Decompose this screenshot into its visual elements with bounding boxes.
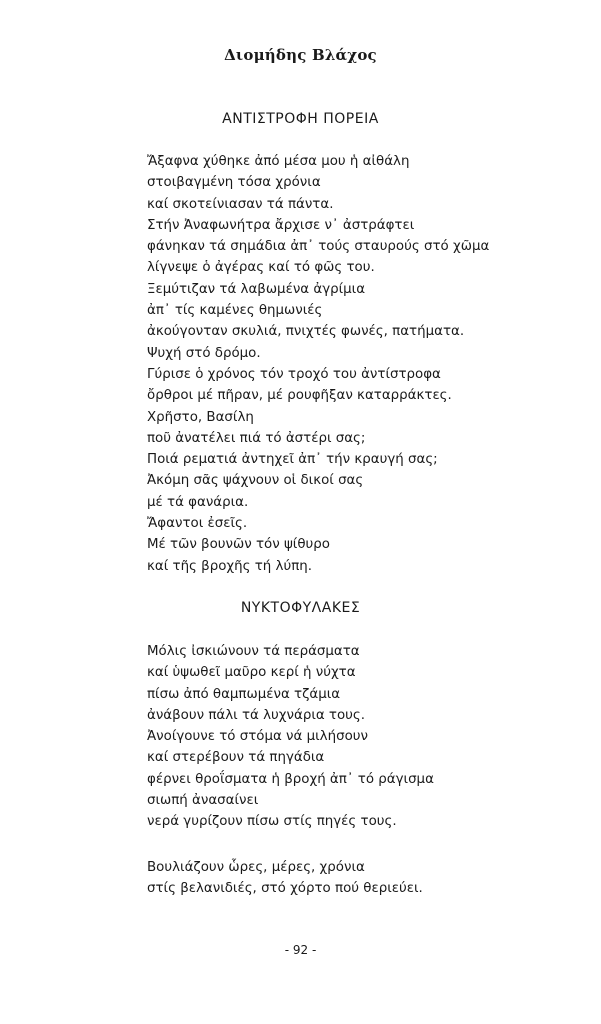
poem-line: φέρνει θροΐσματα ἡ βροχή ἀπ᾽ τό ράγισμα — [147, 771, 434, 787]
poem-line: Ἄφαντοι ἐσεῖς. — [147, 516, 248, 532]
poem-line: ποῦ ἀνατέλει πιά τό ἀστέρι σας; — [147, 430, 366, 446]
poem-line: πίσω ἀπό θαμπωμένα τζάμια — [147, 686, 341, 702]
poem-2-stanza-1 — [147, 641, 434, 833]
poem-line: Ἀκόμη σᾶς ψάχνουν οἱ δικοί σας — [147, 473, 364, 489]
poem-line: ἀκούγονταν σκυλιά, πνιχτές φωνές, πατήματα. — [147, 324, 465, 340]
poem-title-nyktofylakes: ΝΥΚΤΟΦΥΛΑΚΕΣ — [240, 600, 361, 616]
poem-line: καί στερέβουν τά πηγάδια — [147, 750, 325, 766]
poem-line: καί τῆς βροχῆς τή λύπη. — [147, 558, 313, 574]
poem-line: Μόλις ἰσκιώνουν τά περάσματα — [147, 644, 360, 659]
page-number: - 92 - — [284, 943, 317, 957]
poem-line: ἀπ᾽ τίς καμένες θημωνιές — [147, 303, 323, 319]
poem-line: καί σκοτείνιασαν τά πάντα. — [147, 196, 334, 212]
poem-line: φάνηκαν τά σημάδια ἀπ᾽ τούς σταυρούς στό χῶμα — [147, 239, 490, 255]
poem-line: Μέ τῶν βουνῶν τόν ψίθυρο — [147, 537, 330, 553]
poem-line: Χρῆστο, Βασίλη — [147, 409, 254, 425]
poem-line: στοιβαγμένη τόσα χρόνια — [147, 175, 321, 191]
poem-line: στίς βελανιδιές, στό χόρτο πού θεριεύει. — [147, 881, 423, 897]
poem-line: Στήν Ἀναφωνήτρα ἄρχισε ν᾽ ἀστράφτει — [147, 217, 415, 233]
poem-line: ὄρθροι μέ πῆραν, μέ ρουφῆξαν καταρράκτες. — [147, 388, 452, 404]
poem-2-stanza-2 — [147, 857, 423, 900]
poem-line: Ἀνοίγουνε τό στόμα νά μιλήσουν — [147, 729, 368, 745]
poem-title-antistrofi-poreia: ΑΝΤΙΣΤΡΟΦΗ ΠΟΡΕΙΑ — [222, 111, 379, 127]
poem-line: ἀνάβουν πάλι τά λυχνάρια τους. — [147, 707, 366, 723]
poem-line: Ποιά ρεματιά ἀντηχεῖ ἀπ᾽ τήν κραυγή σας; — [147, 452, 438, 468]
poem-line: Ψυχή στό δρόμο. — [147, 345, 261, 361]
poem-line: Γύρισε ὁ χρόνος τόν τροχό του ἀντίστροφα — [147, 366, 441, 382]
poem-line: Ξεμύτιζαν τά λαβωμένα ἀγρίμια — [147, 281, 366, 297]
poem-line: νερά γυρίζουν πίσω στίς πηγές τους. — [147, 814, 397, 830]
poem-1-stanza-1 — [147, 151, 489, 577]
poem-line: λίγνεψε ὁ ἀγέρας καί τό φῶς του. — [147, 260, 375, 276]
poem-line: Βουλιάζουν ὧρες, μέρες, χρόνια — [147, 860, 365, 875]
poem-line: σιωπή ἀνασαίνει — [147, 793, 259, 809]
author-name: Διομήδης Βλάχος — [224, 46, 377, 64]
poem-line: Ἄξαφνα χύθηκε ἀπό μέσα μου ἡ αἰθάλη — [147, 154, 410, 169]
poem-line: καί ὑψωθεῖ μαῦρο κερί ἡ νύχτα — [147, 665, 356, 681]
poem-line: μέ τά φανάρια. — [147, 494, 249, 510]
